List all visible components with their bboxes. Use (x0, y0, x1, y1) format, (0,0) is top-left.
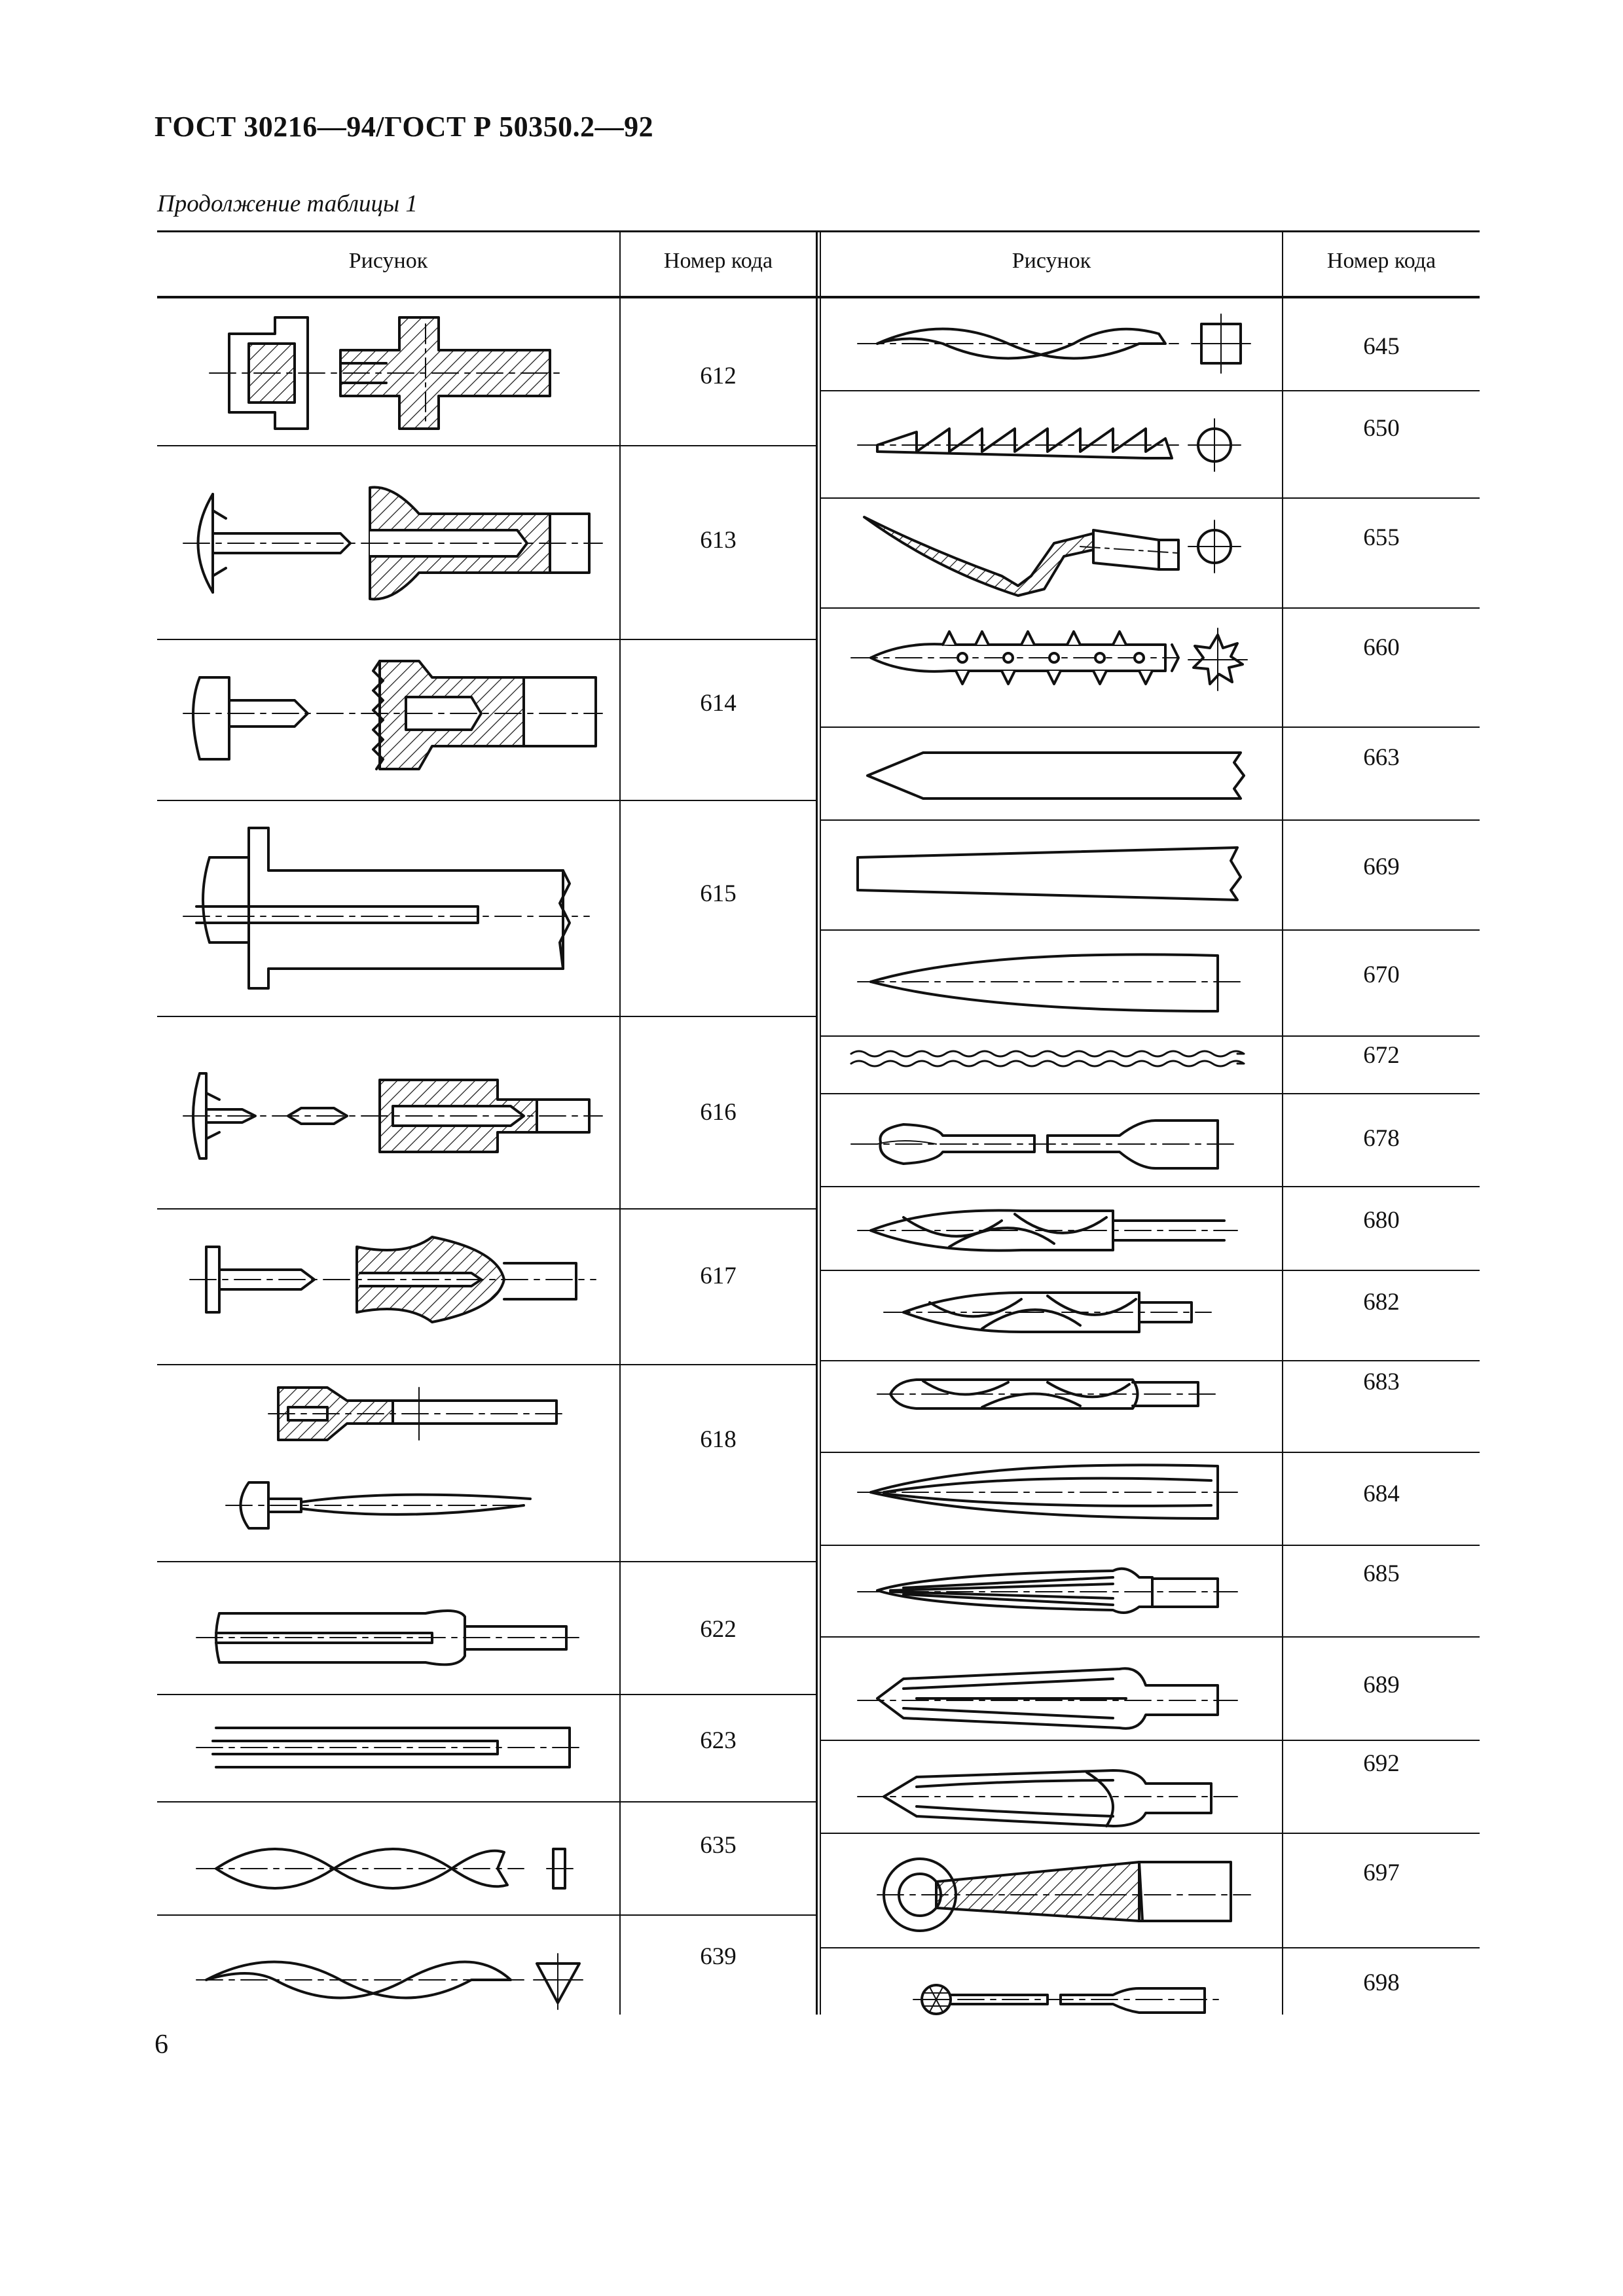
code-number: 616 (700, 1099, 737, 1126)
code-number: 689 (1363, 1672, 1400, 1698)
code-number: 660 (1363, 634, 1400, 661)
spiral-drill-short-shank-icon (884, 1293, 1211, 1332)
ball-bur-shank-icon (851, 1121, 1237, 1168)
slotted-rod-icon (196, 1728, 583, 1767)
code-number: 655 (1363, 524, 1400, 551)
bulb-socket-pin-icon (190, 1237, 596, 1322)
stepped-spiral-drill-icon (877, 1380, 1218, 1408)
code-number: 623 (700, 1727, 737, 1754)
code-number: 685 (1363, 1560, 1400, 1587)
code-number: 678 (1363, 1125, 1400, 1152)
document-title: ГОСТ 30216—94/ГОСТ Р 50350.2—92 (155, 111, 654, 143)
twisted-reamer-icon (858, 1770, 1237, 1826)
serrated-head-pin-icon (183, 661, 602, 769)
code-number: 635 (700, 1832, 737, 1859)
header-left-picture: Рисунок (348, 249, 428, 273)
fluted-reamer-icon (858, 1569, 1237, 1613)
code-number: 613 (700, 527, 737, 554)
header-left-code: Номер кода (663, 249, 773, 273)
code-number: 683 (1363, 1369, 1400, 1395)
code-number: 669 (1363, 853, 1400, 880)
code-number: 615 (700, 880, 737, 907)
code-number: 617 (700, 1263, 737, 1289)
wavy-wire-icon (851, 1051, 1244, 1066)
tapered-bar-icon (858, 848, 1241, 900)
code-number: 614 (700, 690, 737, 717)
code-number: 622 (700, 1616, 737, 1643)
code-number: 618 (700, 1426, 737, 1453)
conical-fluted-reamer-icon (858, 1668, 1237, 1729)
angled-hook-icon (864, 517, 1241, 596)
code-number: 663 (1363, 744, 1400, 771)
code-number: 650 (1363, 415, 1400, 442)
code-number: 645 (1363, 333, 1400, 360)
header-right-code: Номер кода (1326, 249, 1436, 273)
loop-handle-tool-icon (877, 1859, 1250, 1931)
spiked-bur-icon (851, 628, 1247, 691)
barbed-broach-icon (858, 419, 1241, 471)
coupling-connector-icon (210, 317, 563, 429)
code-number: 692 (1363, 1750, 1400, 1777)
code-number: 697 (1363, 1859, 1400, 1886)
triangular-twist-icon (196, 1954, 583, 2009)
code-number: 672 (1363, 1042, 1400, 1069)
code-number: 684 (1363, 1480, 1400, 1507)
dome-head-pin-icon (183, 488, 602, 600)
code-number: 670 (1363, 961, 1400, 988)
tapered-slotted-shank-icon (196, 1611, 583, 1664)
square-twist-icon (858, 314, 1250, 373)
flanged-sleeve-icon (183, 828, 589, 988)
code-number: 680 (1363, 1207, 1400, 1234)
header-right-picture: Рисунок (1012, 249, 1091, 273)
round-bur-icon (913, 1985, 1224, 2014)
flat-twist-icon (196, 1849, 573, 1888)
slender-taper-icon (858, 1465, 1237, 1518)
code-number: 682 (1363, 1289, 1400, 1316)
code-number: 639 (700, 1943, 737, 1970)
double-pointed-pin-icon (183, 1073, 602, 1158)
lance-blade-icon (858, 954, 1244, 1011)
code-number: 612 (700, 363, 737, 389)
pointed-bar-icon (867, 753, 1244, 798)
spiral-drill-icon (858, 1210, 1237, 1250)
code-number: 698 (1363, 1969, 1400, 1996)
wire-tip-pin-icon (226, 1388, 563, 1528)
table-continuation-caption: Продолжение таблицы 1 (157, 190, 418, 217)
page-number: 6 (155, 2030, 168, 2060)
